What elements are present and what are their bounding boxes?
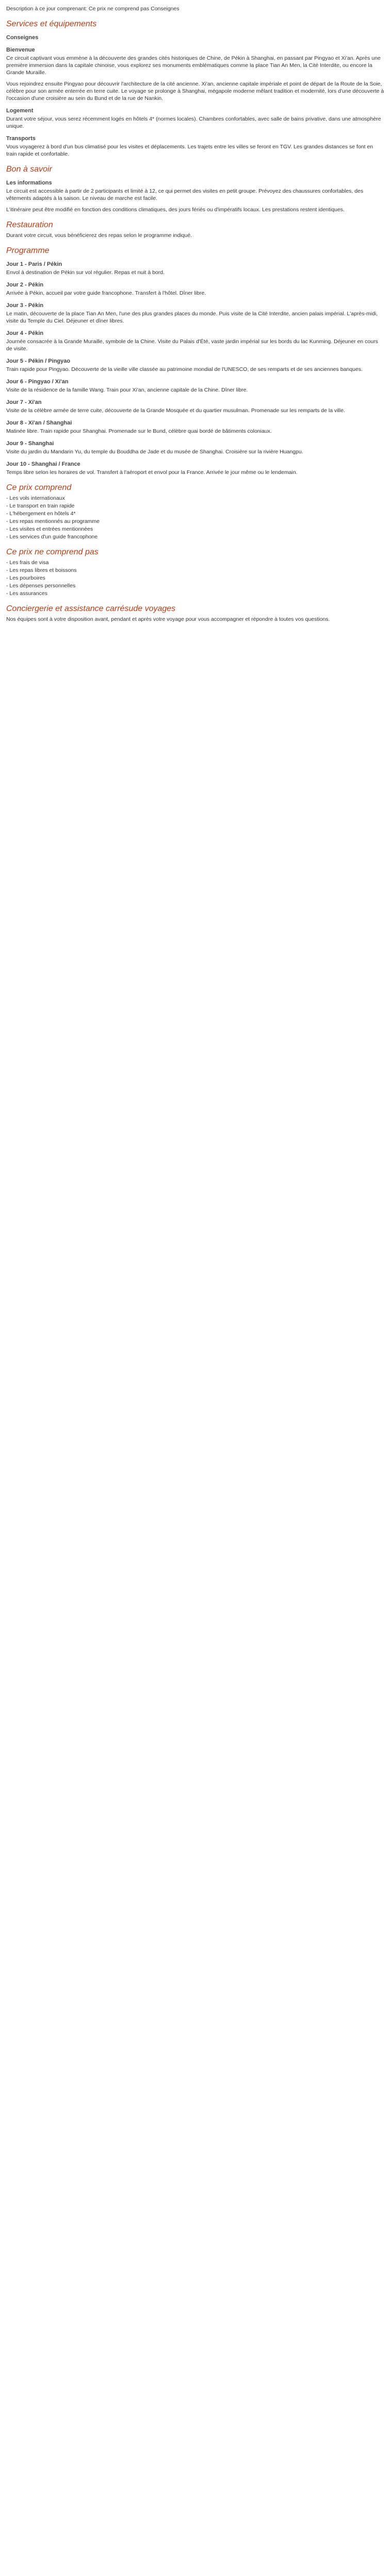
block-heading: Les informations <box>6 180 52 186</box>
block-heading: Conseignes <box>6 35 39 41</box>
section <box>6 548 385 597</box>
section-title: Programme <box>6 246 50 255</box>
block-heading: Jour 1 - Paris / Pékin <box>6 261 62 267</box>
block-heading: Jour 9 - Shanghai <box>6 440 54 447</box>
paragraph: Ce circuit captivant vous emmène à la découverte des grandes cités historiques de Chine, de Pékin à Shanghai, en passant par Pingyao et Xi'an. Après une première immersion dans la capitale chinoise, vous explorez ses monuments emblématiques comme la place Tian An Men, la Cité Interdite, ou encore la Grande Muraille. <box>6 55 381 76</box>
block-heading: Jour 5 - Pékin / Pingyao <box>6 358 71 364</box>
section <box>6 20 385 158</box>
paragraph: Vous rejoindrez ensuite Pingyao pour découvrir l'architecture de la cité ancienne. Xi'an, ancienne capitale impériale et point de départ de la Route de la Soie, célèbre pour son armée enterrée en terre cuite. Le voyage se prolonge à Shanghai, mégapole moderne mêlant tradition et modernité, lors d'une découverte à l'occasion d'une croisière au sein du Bund et de la rue de Nankin. <box>6 81 384 101</box>
section-title: Ce prix ne comprend pas <box>6 548 99 556</box>
paragraph: Envol à destination de Pékin sur vol régulier. Repas et nuit à bord. <box>6 269 165 276</box>
list-item: - Les frais de visa <box>6 560 49 566</box>
block-heading: Jour 7 - Xi'an <box>6 399 42 405</box>
section <box>6 604 385 623</box>
section-title: Bon à savoir <box>6 165 52 174</box>
list-item: - Les repas mentionnés au programme <box>6 518 100 524</box>
bullet-list <box>6 495 385 540</box>
section <box>6 483 385 540</box>
list-item: - Les services d'un guide francophone <box>6 534 98 540</box>
section-title: Restauration <box>6 221 53 229</box>
block-heading: Jour 3 - Pékin <box>6 302 44 309</box>
paragraph: Nos équipes sont à votre disposition avant, pendant et après votre voyage pour vous accompagner et répondre à toutes vos questions. <box>6 616 330 622</box>
paragraph: Visite du jardin du Mandarin Yu, du temple du Bouddha de Jade et du musée de Shanghai. Croisière sur la rivière Huangpu. <box>6 449 303 455</box>
section <box>6 246 385 476</box>
section-title: Conciergerie et assistance carrésude voyages <box>6 604 176 613</box>
paragraph: Visite de la célèbre armée de terre cuite, découverte de la Grande Mosquée et du quartier musulman. Promenade sur les remparts de la ville. <box>6 408 345 414</box>
list-item: - Le transport en train rapide <box>6 503 75 509</box>
list-item: - Les assurances <box>6 590 47 597</box>
paragraph: Journée consacrée à la Grande Muraille, symbole de la Chine. Visite du Palais d'Été, vaste jardin impérial sur les bords du lac Kunming. Déjeuner en cours de visite. <box>6 338 378 352</box>
block-heading: Jour 6 - Pingyao / Xi'an <box>6 379 69 385</box>
block-heading: Jour 10 - Shanghai / France <box>6 461 80 467</box>
section-title: Services et équipements <box>6 20 97 28</box>
block-heading: Jour 4 - Pékin <box>6 330 44 336</box>
section <box>6 221 385 239</box>
block-heading: Logement <box>6 108 34 114</box>
paragraph: Visite de la résidence de la famille Wang. Train pour Xi'an, ancienne capitale de la Chine. Dîner libre. <box>6 387 248 393</box>
intro-text: Description à ce jour comprenant: Ce prix ne comprend pas Conseignes <box>6 6 180 12</box>
content <box>6 20 385 623</box>
section-title: Ce prix comprend <box>6 483 72 492</box>
paragraph: Le circuit est accessible à partir de 2 participants et limité à 12, ce qui permet des visites en petit groupe. Prévoyez des chaussures confortables, des vêtements adaptés à la saison. Le niveau de marche est facile. <box>6 188 364 201</box>
list-item: - Les pourboires <box>6 575 45 581</box>
list-item: - L'hébergement en hôtels 4* <box>6 511 76 517</box>
list-item: - Les visites et entrées mentionnées <box>6 526 93 532</box>
paragraph: Train rapide pour Pingyao. Découverte de la vieille ville classée au patrimoine mondial de l'UNESCO, de ses remparts et de ses anciennes banques. <box>6 366 363 372</box>
block-heading: Transports <box>6 135 36 142</box>
paragraph: L'itinéraire peut être modifié en fonction des conditions climatiques, des jours fériés ou d'impératifs locaux. Les prestations restent identiques. <box>6 207 345 213</box>
list-item: - Les repas libres et boissons <box>6 567 77 573</box>
paragraph: Le matin, découverte de la place Tian An Men, l'une des plus grandes places du monde. Puis visite de la Cité Interdite, ancien palais impérial. L'après-midi, visite du Temple du Ciel. Déjeuner et dîner libres. <box>6 311 378 324</box>
bullet-list <box>6 559 385 597</box>
paragraph: Durant votre séjour, vous serez récemment logés en hôtels 4* (normes locales). Chambres confortables, avec salle de bains privative, dans une atmosphère unique. <box>6 116 381 129</box>
paragraph: Matinée libre. Train rapide pour Shanghai. Promenade sur le Bund, célèbre quai bordé de bâtiments coloniaux. <box>6 428 272 434</box>
block-heading: Jour 2 - Pékin <box>6 282 44 288</box>
section <box>6 165 385 213</box>
paragraph: Durant votre circuit, vous bénéficierez des repas selon le programme indiqué. <box>6 232 192 239</box>
block-heading: Bienvenue <box>6 47 35 53</box>
paragraph: Vous voyagerez à bord d'un bus climatisé pour les visites et déplacements. Les trajets entre les villes se feront en TGV. Les grandes distances se font en train rapide et confortable. <box>6 144 373 157</box>
list-item: - Les dépenses personnelles <box>6 583 76 589</box>
paragraph: Temps libre selon les horaires de vol. Transfert à l'aéroport et envol pour la France. Arrivée le jour même ou le lendemain. <box>6 469 298 476</box>
document-page <box>0 0 391 633</box>
list-item: - Les vols internationaux <box>6 495 65 501</box>
paragraph: Arrivée à Pékin, accueil par votre guide francophone. Transfert à l'hôtel. Dîner libre. <box>6 290 206 296</box>
block-heading: Jour 8 - Xi'an / Shanghai <box>6 420 72 426</box>
